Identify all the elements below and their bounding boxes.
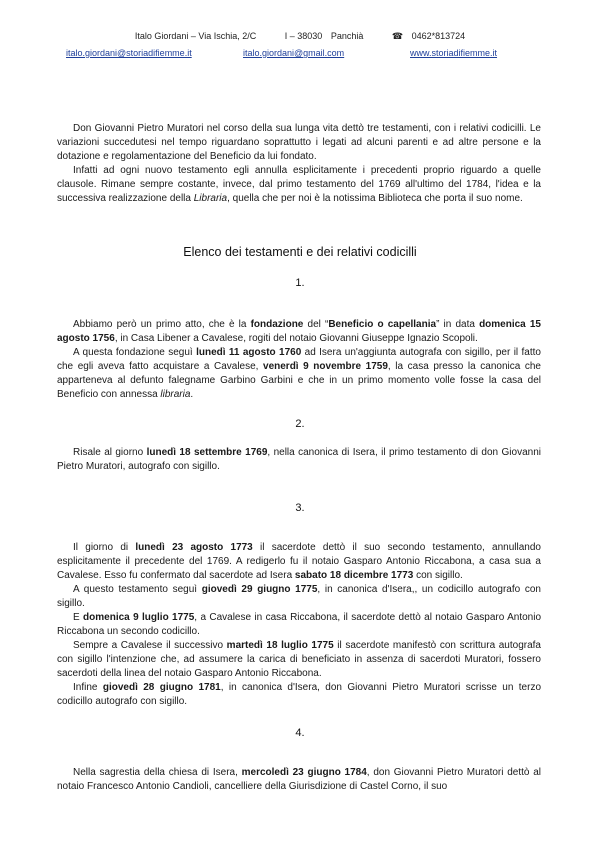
section-paragraph: Il giorno di lunedì 23 agosto 1773 il sacerdote dettò il suo secondo testamento, annullando esplicitamente il precedente del 1769. A redigerlo fu il notaio Gasparo Antonio Riccabona, a casa sua a Cavalese. Esso fu confermato dal sacerdote ad Isera sabato 18 dicembre 1773 con sigillo. [57, 542, 541, 581]
list-heading: Elenco dei testamenti e dei relativi codicilli [183, 245, 417, 259]
section-paragraph: Risale al giorno lunedì 18 settembre 1769, nella canonica di Isera, il primo testamento di don Giovanni Pietro Muratori, autografo con sigillo. [57, 447, 541, 472]
section-number: 1. [295, 277, 305, 289]
section-paragraph: Abbiamo però un primo atto, che è la fondazione del “Beneficio o capellania” in data domenica 15 agosto 1756, in Casa Libener a Cavalese, rogiti del notaio Giovanni Giuseppe Ignazio Scopoli. [57, 319, 541, 344]
phone-icon: ☎ [391, 31, 404, 41]
author-address: Italo Giordani – Via Ischia, 2/C [134, 31, 257, 41]
section-2 [57, 446, 541, 474]
email-link-storiadifiemme[interactable]: italo.giordani@storiadifiemme.it [66, 48, 192, 58]
town: Panchià [330, 31, 364, 41]
email-link-gmail[interactable]: italo.giordani@gmail.com [243, 48, 345, 58]
section-3 [57, 541, 541, 709]
section-paragraph: E domenica 9 luglio 1775, a Cavalese in casa Riccabona, il sacerdote dettò al notaio Gasparo Antonio Riccabona un secondo codicillo. [57, 612, 542, 637]
section-4 [57, 766, 541, 794]
section-paragraph: Nella sagrestia della chiesa di Isera, mercoledì 23 giugno 1784, don Giovanni Pietro Muratori dettò al notaio Francesco Antonio Candioli, cancelliere della Giurisdizione di Castel Corno, il suo [57, 767, 541, 792]
section-paragraph: Infine giovedì 28 giugno 1781, in canonica d'Isera, don Giovanni Pietro Muratori scrisse un terzo codicillo autografo con sigillo. [57, 682, 542, 707]
section-paragraph: A questo testamento seguì giovedì 29 giugno 1775, in canonica d'Isera,, un codicillo autografo con sigillo. [57, 584, 541, 609]
section-1 [57, 318, 541, 402]
phone-number: 0462*813724 [411, 31, 466, 41]
website-link[interactable]: www.storiadifiemme.it [410, 48, 498, 58]
section-paragraph: A questa fondazione seguì lunedì 11 agosto 1760 ad Isera un'aggiunta autografa con sigillo, per il fatto che egli aveva fatto acquistare a Cavalese, venerdì 9 novembre 1759, la casa presso la canonica che apparteneva al defunto falegname Garbino Garbini e che in un primo momento volle fosse la casa del Beneficio con annessa libraria. [57, 347, 541, 400]
postal-code: I – 38030 [284, 31, 323, 41]
section-number: 3. [295, 502, 305, 514]
section-paragraph: Sempre a Cavalese il successivo martedì 18 luglio 1775 il sacerdote manifestò con scrittura autografa con sigillo l'intenzione che, ad assumere la carica di beneficiato in assenza di sacerdoti Muratori, fossero sacerdoti della linea del notaio Gasparo Antonio Riccabona. [57, 640, 541, 679]
intro-paragraph: Don Giovanni Pietro Muratori nel corso della sua lunga vita dettò tre testamenti, con i relativi codicilli. Le variazioni succedutesi nel tempo riguardano soprattutto i legati ad alcuni parenti e ad altre persone e la dotazione e regolamentazione del Beneficio da lui fondato. [57, 123, 541, 162]
section-number: 2. [295, 418, 305, 430]
letterhead [0, 31, 600, 42]
section-number: 4. [295, 727, 305, 739]
intro-section [57, 122, 541, 206]
intro-paragraph: Infatti ad ogni nuovo testamento egli annulla esplicitamente i precedenti proprio riguardo a quelle clausole. Rimane sempre costante, invece, dal primo testamento del 1769 all'ultimo del 1784, l'idea e la successiva realizzazione della Libraria, quella che per noi è la notissima Biblioteca che porta il suo nome. [57, 165, 541, 204]
